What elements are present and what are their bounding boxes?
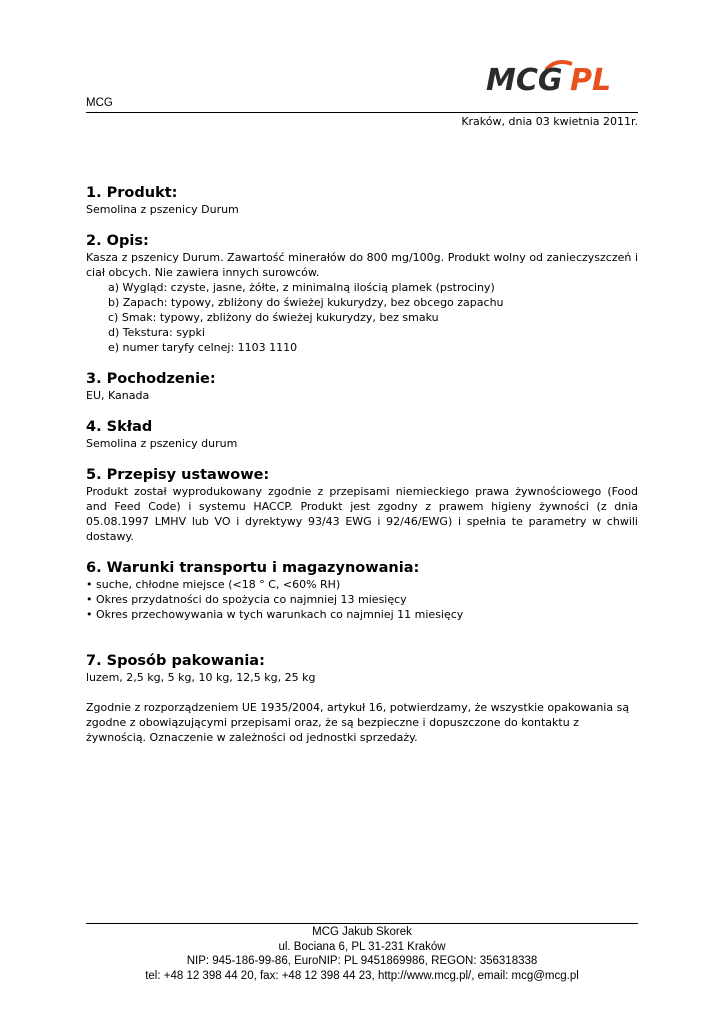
section-title: 5. Przepisy ustawowe: <box>86 467 270 483</box>
footer-company: MCG Jakub Skorek <box>312 926 412 938</box>
list-item: d) Tekstura: sypki <box>108 326 205 339</box>
section-packaging <box>86 652 638 745</box>
section-product <box>86 184 638 217</box>
section-title: 7. Sposób pakowania: <box>86 653 265 669</box>
company-short-name: MCG <box>86 97 113 109</box>
packaging-note: Zgodnie z rozporządzeniem UE 1935/2004, artykuł 16, potwierdzamy, że wszystkie opakowania są zgodne z obowiązującymi przepisami oraz, że są bezpieczne i dopuszczone do kontaktu z żywnością. Oznaczenie w zależności od jednostki sprzedaży. <box>86 701 630 744</box>
footer-divider <box>86 923 638 924</box>
section-title: 4. Skład <box>86 419 153 435</box>
logo-graphic <box>484 56 624 100</box>
section-title: 2. Opis: <box>86 233 149 249</box>
list-item: c) Smak: typowy, zbliżony do świeżej kukurydzy, bez smaku <box>108 311 439 324</box>
section-text: luzem, 2,5 kg, 5 kg, 10 kg, 12,5 kg, 25 kg <box>86 671 316 684</box>
document-body <box>86 184 638 745</box>
list-item: • Okres przechowywania w tych warunkach co najmniej 11 miesięcy <box>86 608 464 621</box>
footer-contact: tel: +48 12 398 44 20, fax: +48 12 398 44 23, http://www.mcg.pl/, email: mcg@mcg.pl <box>145 969 579 982</box>
section-title: 3. Pochodzenie: <box>86 371 216 387</box>
section-title: 1. Produkt: <box>86 185 178 201</box>
list-item: a) Wygląd: czyste, jasne, żółte, z minimalną ilością plamek (pstrociny) <box>108 281 495 294</box>
section-title: 6. Warunki transportu i magazynowania: <box>86 560 420 576</box>
section-text: Kasza z pszenicy Durum. Zawartość minerałów do 800 mg/100g. Produkt wolny od zanieczyszczeń i ciał obcych. Nie zawiera innych surowców. <box>86 251 638 279</box>
footer-registration: NIP: 945-186-99-86, EuroNIP: PL 9451869986, REGON: 356318338 <box>186 955 538 967</box>
section-description <box>86 232 638 355</box>
list-item: e) numer taryfy celnej: 1103 1110 <box>108 341 298 354</box>
company-logo <box>484 56 624 100</box>
section-regulations <box>86 466 638 544</box>
footer-address: ul. Bociana 6, PL 31-231 Kraków <box>278 940 446 953</box>
logo-text-mcg: MCG <box>486 63 563 98</box>
list-item: • Okres przydatności do spożycia co najmniej 13 miesięcy <box>86 593 407 606</box>
date-line: Kraków, dnia 03 kwietnia 2011r. <box>461 115 638 128</box>
list-item: • suche, chłodne miejsce (<18 ° C, <60% RH) <box>86 578 341 591</box>
logo-text-pl: PL <box>570 63 612 98</box>
header-divider <box>86 112 638 113</box>
section-composition <box>86 418 638 451</box>
section-text: Produkt został wyprodukowany zgodnie z przepisami niemieckiego prawa żywnościowego (Food and Feed Code) i systemu HACCP. Produkt jest zgodny z prawem higieny żywności (z dnia 05.08.1997 LMHV lub VO i dyrektywy 93/43 EWG i 92/46/EWG) i spełnia te parametry w chwili dostawy. <box>86 485 638 543</box>
footer <box>86 925 638 983</box>
list-item: b) Zapach: typowy, zbliżony do świeżej kukurydzy, bez obcego zapachu <box>108 296 504 309</box>
section-text: Semolina z pszenicy Durum <box>86 203 239 216</box>
section-origin <box>86 370 638 403</box>
section-storage <box>86 559 638 622</box>
section-text: EU, Kanada <box>86 389 150 402</box>
section-text: Semolina z pszenicy durum <box>86 437 238 450</box>
